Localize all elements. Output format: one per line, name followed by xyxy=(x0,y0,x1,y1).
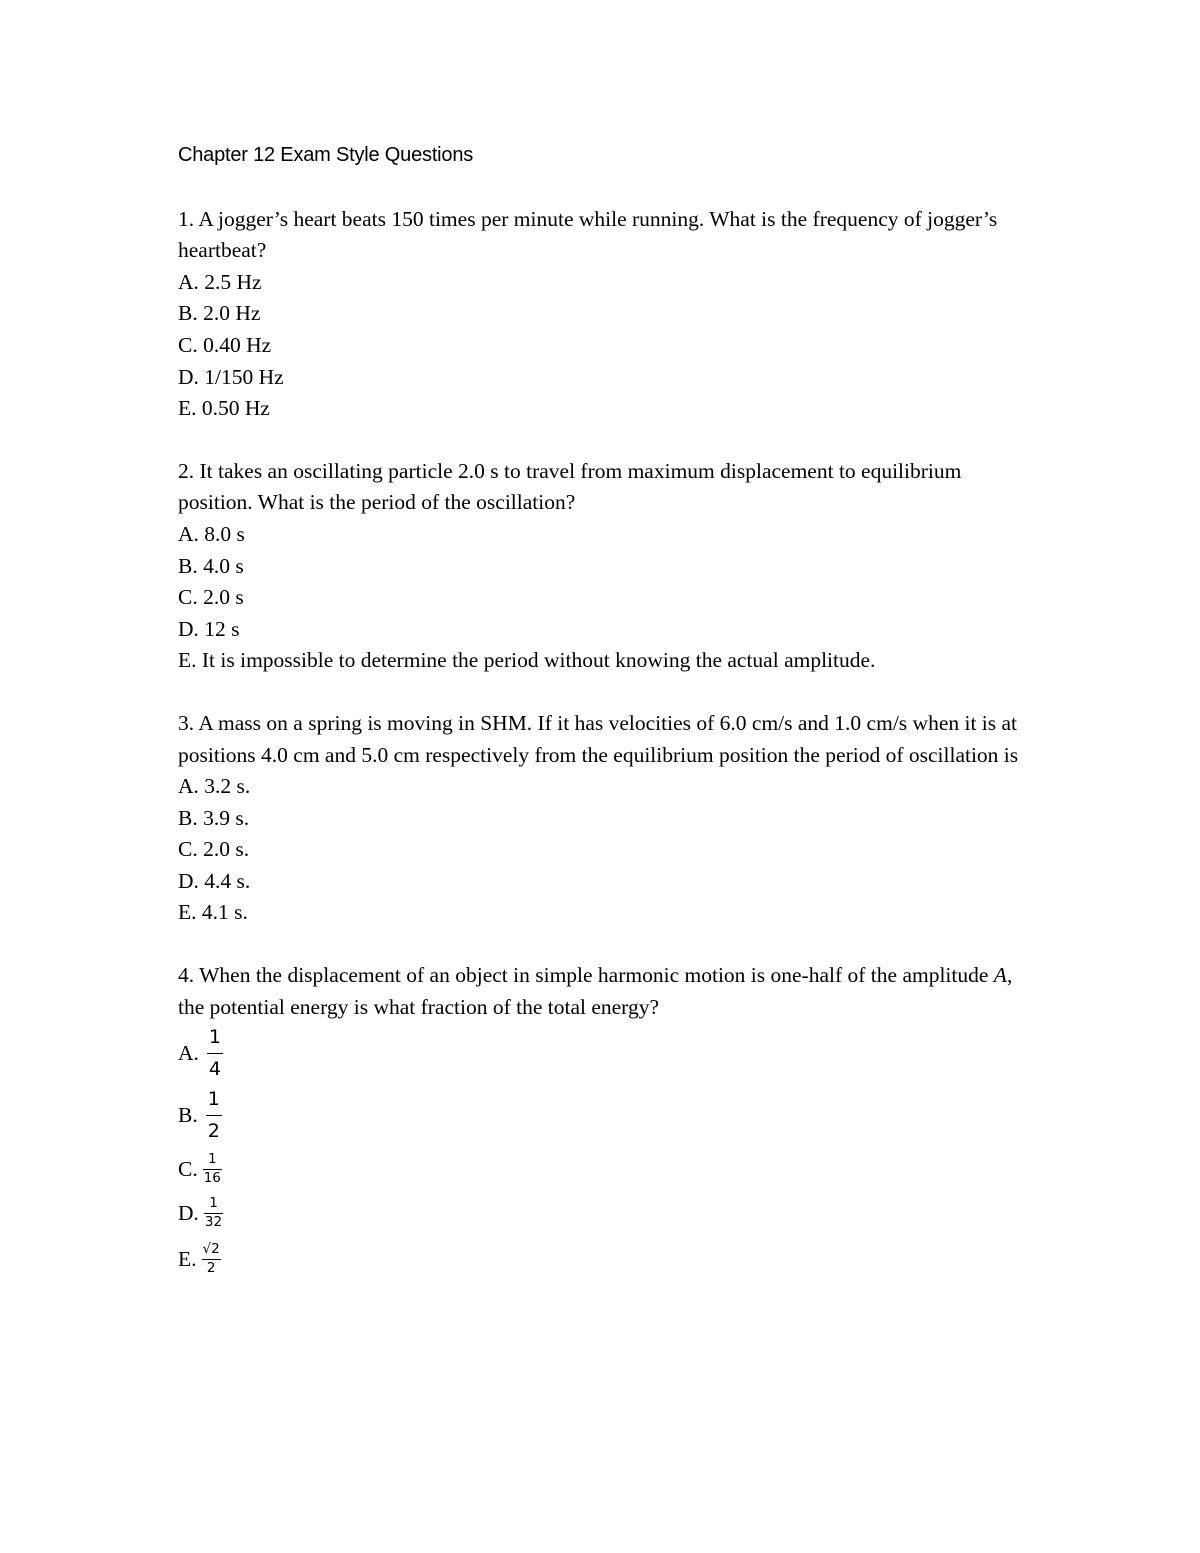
answer-option xyxy=(178,1191,1038,1235)
answer-option: E. 0.50 Hz xyxy=(178,396,270,421)
fraction-denominator: 4 xyxy=(208,1057,221,1080)
fraction-numerator: 1 xyxy=(208,1025,221,1048)
question-4 xyxy=(178,960,1038,1283)
answer-option: B. 2.0 Hz xyxy=(178,301,261,326)
option-letter: D. xyxy=(178,1200,199,1225)
answer-option: B. 3.9 s. xyxy=(178,805,250,830)
fraction-numerator: √2 xyxy=(202,1241,220,1258)
question-stem: 2. It takes an oscillating particle 2.0 s to travel from maximum displacement to equilibrium position. What is the period of the oscillation? xyxy=(178,458,962,515)
document-title: Chapter 12 Exam Style Questions xyxy=(178,144,474,166)
option-letter: C. xyxy=(178,1156,198,1181)
question-stem: 1. A jogger’s heart beats 150 times per minute while running. What is the frequency of jogger’s heartbeat? xyxy=(178,206,998,263)
fraction-numerator: 1 xyxy=(208,1151,217,1168)
answer-option: C. 2.0 s. xyxy=(178,837,250,862)
answer-option: E. It is impossible to determine the period without knowing the actual amplitude. xyxy=(178,648,876,673)
question-2 xyxy=(178,456,1038,677)
question-stem: 3. A mass on a spring is moving in SHM. If it has velocities of 6.0 cm/s and 1.0 cm/s when it is at positions 4.0 cm and 5.0 cm respectively from the equilibrium position the period of oscillation is xyxy=(178,710,1019,767)
question-1 xyxy=(178,204,1038,425)
option-letter: E. xyxy=(178,1246,197,1271)
option-letter: A. xyxy=(178,1040,199,1065)
fraction-denominator: 16 xyxy=(203,1169,221,1186)
fraction-denominator: 2 xyxy=(206,1259,216,1276)
fraction-denominator: 32 xyxy=(204,1213,223,1230)
answer-option: E. 4.1 s. xyxy=(178,900,248,925)
answer-option: D. 4.4 s. xyxy=(178,868,251,893)
answer-option: C. 0.40 Hz xyxy=(178,332,272,357)
stem-text: , the potential energy is what fraction of the total energy? xyxy=(178,963,1013,1019)
fraction-denominator: 2 xyxy=(207,1119,220,1142)
answer-option xyxy=(178,1147,1038,1191)
fraction xyxy=(202,1243,221,1275)
fraction xyxy=(203,1153,222,1185)
answer-option xyxy=(178,1023,1038,1083)
answer-option xyxy=(178,1235,1038,1283)
fraction-numerator: 1 xyxy=(209,1195,218,1212)
fraction xyxy=(204,1197,223,1229)
answer-option: A. 3.2 s. xyxy=(178,774,251,799)
question-stem xyxy=(178,960,1038,1023)
answer-option: D. 1/150 Hz xyxy=(178,364,284,389)
answer-option: A. 2.5 Hz xyxy=(178,269,262,294)
amplitude-variable: A xyxy=(993,963,1007,988)
answer-option: D. 12 s xyxy=(178,616,240,641)
fraction xyxy=(207,1087,221,1142)
answer-option: B. 4.0 s xyxy=(178,553,244,578)
document-page xyxy=(178,140,1038,1314)
answer-option xyxy=(178,1083,1038,1147)
option-letter: B. xyxy=(178,1102,198,1127)
question-3 xyxy=(178,708,1038,929)
stem-text: 4. When the displacement of an object in simple harmonic motion is one-half of the amplitude xyxy=(178,963,994,988)
fraction-numerator: 1 xyxy=(207,1087,220,1110)
fraction xyxy=(208,1025,222,1080)
answer-option: C. 2.0 s xyxy=(178,585,244,610)
answer-option: A. 8.0 s xyxy=(178,521,245,546)
